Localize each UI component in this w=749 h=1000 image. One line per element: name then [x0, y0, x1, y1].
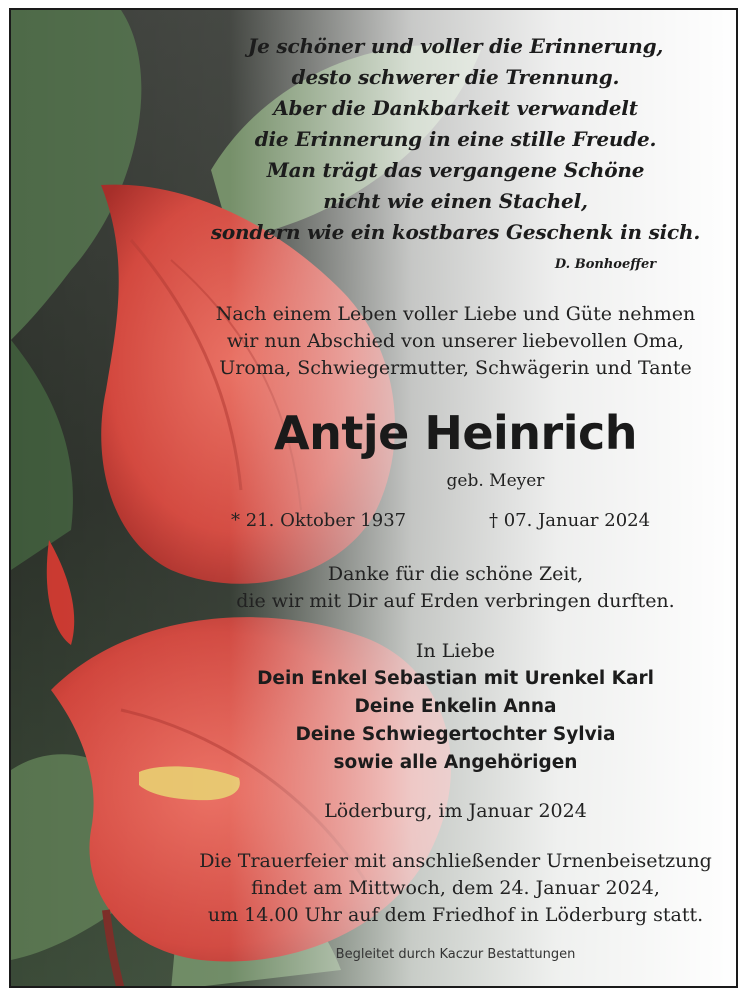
- quote-line: sondern wie ein kostbares Geschenk in sich.: [210, 220, 701, 244]
- funeral-line: um 14.00 Uhr auf dem Friedhof in Löderburg statt.: [207, 904, 704, 926]
- obituary-card: [9, 8, 738, 988]
- deceased-name: Antje Heinrich: [274, 406, 637, 460]
- mourner: Deine Schwiegertochter Sylvia: [295, 724, 616, 745]
- death-date: † 07. Januar 2024: [489, 510, 651, 531]
- undertaker-note: Begleitet durch Kaczur Bestattungen: [335, 947, 576, 962]
- life-dates: [171, 510, 738, 536]
- intro-line: wir nun Abschied von unserer liebevollen Oma,: [226, 330, 685, 352]
- intro-line: Uroma, Schwiegermutter, Schwägerin und Tante: [219, 357, 692, 379]
- quote-line: die Erinnerung in eine stille Freude.: [254, 127, 657, 151]
- thanks-line: Danke für die schöne Zeit,: [327, 563, 584, 585]
- thanks-line: die wir mit Dir auf Erden verbringen durften.: [236, 590, 675, 612]
- obituary-text: [171, 10, 738, 988]
- quote-line: Man trägt das vergangene Schöne: [266, 158, 645, 182]
- intro-line: Nach einem Leben voller Liebe und Güte nehmen: [215, 303, 696, 325]
- birth-name: geb. Meyer: [446, 471, 545, 491]
- mourner: Dein Enkel Sebastian mit Urenkel Karl: [257, 668, 654, 689]
- quote-line: nicht wie einen Stachel,: [323, 189, 588, 213]
- mourner: Deine Enkelin Anna: [354, 696, 557, 717]
- birth-date: * 21. Oktober 1937: [231, 510, 407, 531]
- funeral-line: findet am Mittwoch, dem 24. Januar 2024,: [251, 877, 660, 899]
- place-date: Löderburg, im Januar 2024: [324, 800, 587, 822]
- quote-line: desto schwerer die Trennung.: [291, 65, 620, 89]
- quote-line: Aber die Dankbarkeit verwandelt: [273, 96, 638, 120]
- quote-author: D. Bonhoeffer: [554, 257, 657, 272]
- quote-line: Je schöner und voller die Erinnerung,: [247, 34, 664, 58]
- mourner: sowie alle Angehörigen: [333, 752, 578, 773]
- in-love-label: In Liebe: [415, 640, 496, 662]
- funeral-line: Die Trauerfeier mit anschließender Urnenbeisetzung: [199, 850, 712, 872]
